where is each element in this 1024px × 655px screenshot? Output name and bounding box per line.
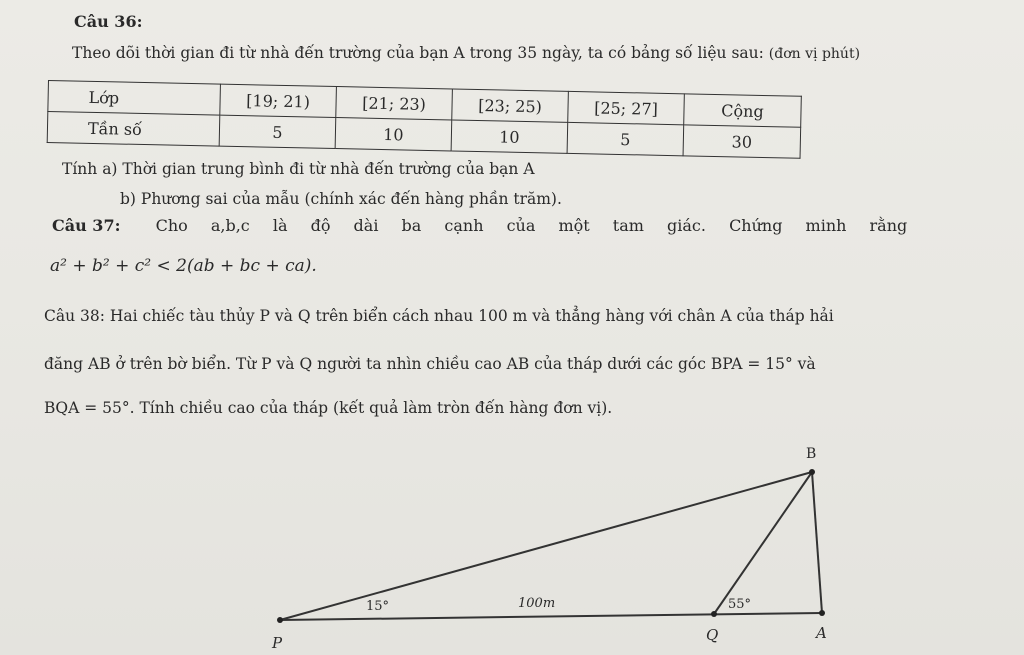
- table-header-cell: [23; 25): [452, 89, 569, 122]
- point-a: [819, 610, 825, 616]
- table-cell: 30: [683, 125, 801, 158]
- table-cell: 10: [335, 118, 452, 151]
- table-cell: 5: [219, 115, 336, 148]
- label-b: B: [806, 446, 817, 462]
- question-36-intro-text: Theo dõi thời gian đi từ nhà đến trường của bạn A trong 35 ngày, ta có bảng số liệu sau:: [72, 44, 764, 62]
- label-a: A: [816, 624, 827, 642]
- point-q: [711, 611, 717, 617]
- base-line-pa: [280, 613, 822, 620]
- table-header-cell: [19; 21): [220, 84, 337, 117]
- table-header-cell: Lớp: [48, 81, 221, 116]
- point-b: [809, 469, 815, 475]
- question-36-heading: Câu 36:: [74, 12, 143, 31]
- unit-note: (đơn vị phút): [768, 46, 861, 62]
- tower-ab: [812, 472, 822, 613]
- question-38-line-2: đăng AB ở trên bờ biển. Từ P và Q người ta nhìn chiều cao AB của tháp dưới các góc BPA = 15° và: [44, 355, 816, 373]
- question-38-line-1: Câu 38: Hai chiếc tàu thủy P và Q trên biển cách nhau 100 m và thẳng hàng với chân A của tháp hải: [44, 307, 834, 325]
- table-cell: 5: [567, 122, 684, 155]
- table-header-cell: [21; 23): [336, 87, 453, 120]
- angle-q-label: 55°: [728, 597, 752, 612]
- question-37-inequality: a² + b² + c² < 2(ab + bc + ca).: [50, 256, 317, 276]
- question-37-text: Cho a,b,c là độ dài ba cạnh của một tam giác. Chứng minh rằng: [155, 216, 908, 235]
- question-37-label: Câu 37:: [52, 216, 121, 235]
- question-38-line-3: BQA = 55°. Tính chiều cao của tháp (kết quả làm tròn đến hàng đơn vị).: [44, 399, 613, 417]
- question-36-part-a: Tính a) Thời gian trung bình đi từ nhà đến trường của bạn A: [62, 160, 535, 178]
- table-cell: Tần số: [47, 112, 220, 147]
- label-p: P: [272, 634, 283, 652]
- table-header-cell: [25; 27]: [568, 91, 685, 124]
- point-p: [277, 617, 283, 623]
- line-qb: [714, 472, 812, 614]
- distance-label: 100m: [518, 596, 556, 611]
- table-cell: 10: [451, 120, 568, 153]
- table-header-cell: Cộng: [684, 94, 802, 127]
- label-q: Q: [706, 626, 719, 644]
- question-36-part-b: b) Phương sai của mẫu (chính xác đến hàng phần trăm).: [120, 190, 562, 208]
- angle-p-label: 15°: [366, 599, 390, 614]
